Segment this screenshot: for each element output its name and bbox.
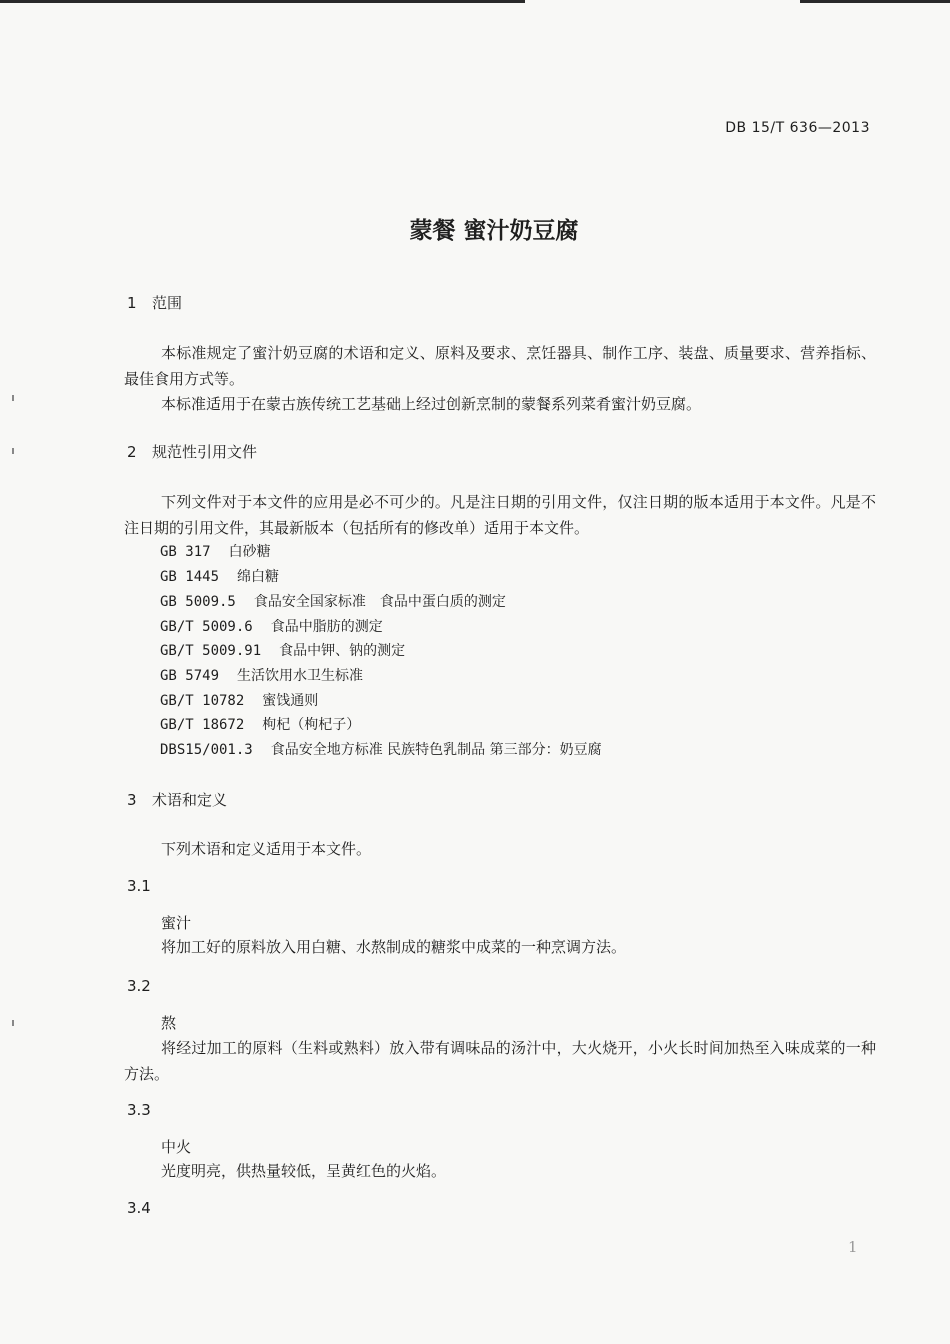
reference-title: 生活饮用水卫生标准 (237, 668, 364, 684)
term-number: 3.2 (127, 977, 151, 995)
reference-title: 绵白糖 (237, 569, 280, 585)
reference-item (160, 616, 383, 636)
paragraph: 本标准规定了蜜汁奶豆腐的术语和定义、原料及要求、烹饪器具、制作工序、装盘、质量要求、营养指标、最佳食用方式等。 (124, 344, 876, 388)
reference-title: 食品中脂肪的测定 (270, 619, 383, 635)
reference-title: 白砂糖 (228, 544, 271, 560)
section-title: 规范性引用文件 (152, 443, 258, 461)
reference-code: GB/T 5009.6 (160, 619, 253, 635)
term-number: 3.1 (127, 877, 151, 895)
standard-code: DB 15/T 636—2013 (725, 120, 870, 136)
top-edge-line (800, 0, 950, 3)
section-heading (127, 789, 227, 810)
reference-code: GB 317 (160, 544, 211, 560)
reference-item (160, 541, 271, 561)
reference-title: 食品安全国家标准 食品中蛋白质的测定 (253, 594, 506, 610)
reference-item (160, 739, 602, 759)
term-name: 熬 (161, 1014, 177, 1032)
reference-code: GB/T 10782 (160, 693, 245, 709)
scan-speck (12, 448, 14, 454)
scan-speck (12, 1020, 14, 1026)
term-definition: 将经过加工的原料（生料或熟料）放入带有调味品的汤汁中，大火烧开，小火长时间加热至入味成菜的一种方法。 (124, 1039, 876, 1083)
reference-code: GB/T 5009.91 (160, 643, 262, 659)
section-title: 术语和定义 (152, 791, 228, 809)
reference-item (160, 714, 360, 734)
reference-item (160, 690, 318, 710)
reference-title: 食品中钾、钠的测定 (279, 643, 406, 659)
section-number: 3 (127, 791, 137, 809)
section-title: 范围 (152, 294, 183, 312)
term-definition: 光度明亮，供热量较低，呈黄红色的火焰。 (161, 1162, 447, 1180)
term-name: 中火 (161, 1138, 192, 1156)
section-number: 1 (127, 294, 137, 312)
reference-item (160, 566, 279, 586)
reference-title: 枸杞（枸杞子） (262, 717, 361, 733)
top-edge-line (0, 0, 525, 3)
reference-code: DBS15/001.3 (160, 742, 253, 758)
term-definition: 将加工好的原料放入用白糖、水熬制成的糖浆中成菜的一种烹调方法。 (161, 938, 627, 956)
reference-item (160, 591, 506, 611)
reference-item (160, 665, 363, 685)
paragraph: 本标准适用于在蒙古族传统工艺基础上经过创新烹制的蒙餐系列菜肴蜜汁奶豆腐。 (161, 395, 702, 413)
reference-title: 食品安全地方标准 民族特色乳制品 第三部分：奶豆腐 (270, 742, 602, 758)
term-number: 3.3 (127, 1101, 151, 1119)
paragraph: 下列术语和定义适用于本文件。 (161, 840, 372, 858)
reference-code: GB 1445 (160, 569, 220, 585)
document-title: 蒙餐 蜜汁奶豆腐 (409, 218, 579, 244)
section-heading (127, 441, 257, 462)
term-name: 蜜汁 (161, 914, 192, 932)
section-heading (127, 292, 182, 313)
reference-code: GB 5009.5 (160, 594, 236, 610)
section-number: 2 (127, 443, 137, 461)
reference-code: GB/T 18672 (160, 717, 245, 733)
page-number: 1 (848, 1238, 858, 1256)
reference-title: 蜜饯通则 (262, 693, 319, 709)
term-number: 3.4 (127, 1199, 151, 1217)
reference-code: GB 5749 (160, 668, 220, 684)
reference-item (160, 640, 405, 660)
scan-speck (12, 395, 14, 401)
paragraph: 下列文件对于本文件的应用是必不可少的。凡是注日期的引用文件，仅注日期的版本适用于本文件。凡是不注日期的引用文件，其最新版本（包括所有的修改单）适用于本文件。 (124, 493, 876, 537)
